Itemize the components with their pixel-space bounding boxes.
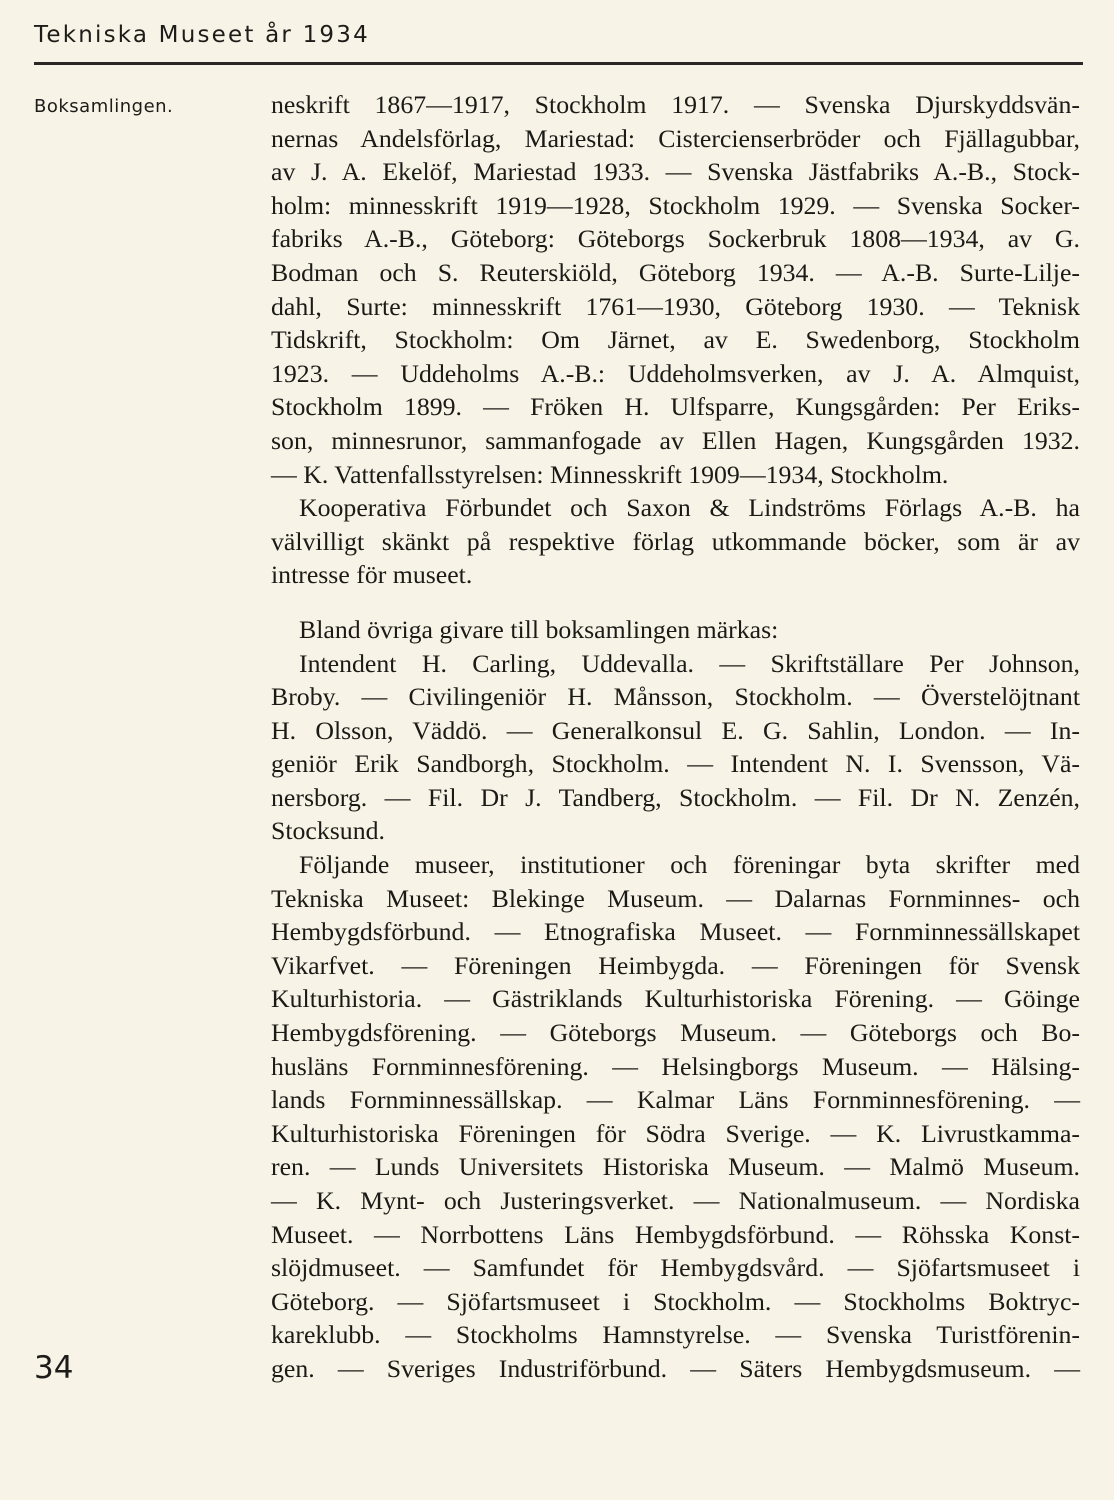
text-line: nersborg. — Fil. Dr J. Tandberg, Stockholm. — Fil. Dr N. Zenzén, <box>271 782 1080 812</box>
text-line: Tekniska Museet: Blekinge Museum. — Dalarnas Fornminnes- och <box>271 883 1080 913</box>
text-line: intresse för museet. <box>271 560 473 590</box>
text-line: ren. — Lunds Universitets Historiska Museum. — Malmö Museum. <box>271 1152 1080 1182</box>
text-line: Museet. — Norrbottens Läns Hembygdsförbund. — Röhsska Konst- <box>271 1219 1080 1249</box>
text-line: välvilligt skänkt på respektive förlag utkommande böcker, som är av <box>271 526 1080 556</box>
text-line: Kulturhistoriska Föreningen för Södra Sverige. — K. Livrustkamma- <box>271 1118 1080 1148</box>
text-line: dahl, Surte: minnesskrift 1761—1930, Göteborg 1930. — Teknisk <box>271 291 1080 321</box>
text-line: 1923. — Uddeholms A.-B.: Uddeholmsverken, av J. A. Almquist, <box>271 358 1080 388</box>
header-rule <box>34 62 1083 65</box>
text-line: husläns Fornminnesförening. — Helsingborgs Museum. — Hälsing- <box>271 1051 1080 1081</box>
text-line: kareklubb. — Stockholms Hamnstyrelse. — Svenska Turistförenin- <box>271 1320 1080 1350</box>
text-line: Tidskrift, Stockholm: Om Järnet, av E. Swedenborg, Stockholm <box>271 325 1080 355</box>
text-line: son, minnesrunor, sammanfogade av Ellen Hagen, Kungsgården 1932. <box>271 425 1080 455</box>
text-line: Bland övriga givare till boksamlingen märkas: <box>299 614 779 644</box>
text-line: Kulturhistoria. — Gästriklands Kulturhistoriska Förening. — Göinge <box>271 984 1080 1014</box>
text-line: slöjdmuseet. — Samfundet för Hembygdsvård. — Sjöfartsmuseet i <box>271 1253 1080 1283</box>
body-text <box>271 88 1080 1386</box>
text-line: Bodman och S. Reuterskiöld, Göteborg 1934. — A.-B. Surte-Lilje- <box>271 257 1080 287</box>
text-line: Hembygdsförening. — Göteborgs Museum. — Göteborgs och Bo- <box>271 1018 1080 1048</box>
text-line: lands Fornminnessällskap. — Kalmar Läns Fornminnesförening. — <box>271 1085 1080 1115</box>
text-line: — K. Vattenfallsstyrelsen: Minnesskrift 1909—1934, Stockholm. <box>271 459 949 489</box>
text-line: H. Olsson, Väddö. — Generalkonsul E. G. Sahlin, London. — In- <box>271 715 1080 745</box>
text-line: Intendent H. Carling, Uddevalla. — Skriftställare Per Johnson, <box>299 648 1080 678</box>
text-line: fabriks A.-B., Göteborg: Göteborgs Sockerbruk 1808—1934, av G. <box>271 224 1080 254</box>
text-line: Broby. — Civilingeniör H. Månsson, Stockholm. — Överstelöjtnant <box>271 682 1080 712</box>
text-line: neskrift 1867—1917, Stockholm 1917. — Svenska Djurskyddsvän- <box>271 90 1080 119</box>
text-line: nernas Andelsförlag, Mariestad: Cistercienserbröder och Fjällagubbar, <box>271 123 1080 153</box>
section-label: Boksamlingen. <box>34 96 174 117</box>
text-line: gen. — Sveriges Industriförbund. — Säters Hembygdsmuseum. — <box>271 1353 1080 1383</box>
text-line: Hembygdsförbund. — Etnografiska Museet. — Fornminnessällskapet <box>271 917 1080 947</box>
text-line: Vikarfvet. — Föreningen Heimbygda. — Föreningen för Svensk <box>271 950 1080 980</box>
text-line: — K. Mynt- och Justeringsverket. — Nationalmuseum. — Nordiska <box>271 1186 1080 1215</box>
text-line: holm: minnesskrift 1919—1928, Stockholm 1929. — Svenska Socker- <box>271 190 1080 220</box>
text-line: Göteborg. — Sjöfartsmuseet i Stockholm. — Stockholms Boktryc- <box>271 1286 1080 1316</box>
text-line: Stocksund. <box>271 816 385 846</box>
text-line: av J. A. Ekelöf, Mariestad 1933. — Svenska Jästfabriks A.-B., Stock- <box>271 157 1080 187</box>
text-line: Kooperativa Förbundet och Saxon & Lindströms Förlags A.-B. ha <box>299 493 1080 523</box>
text-line: Stockholm 1899. — Fröken H. Ulfsparre, Kungsgården: Per Eriks- <box>271 392 1080 422</box>
running-head: Tekniska Museet år 1934 <box>34 22 370 48</box>
text-line: geniör Erik Sandborgh, Stockholm. — Intendent N. I. Svensson, Vä- <box>271 749 1080 779</box>
text-line: Följande museer, institutioner och föreningar byta skrifter med <box>299 850 1080 880</box>
page-number: 34 <box>34 1350 74 1386</box>
